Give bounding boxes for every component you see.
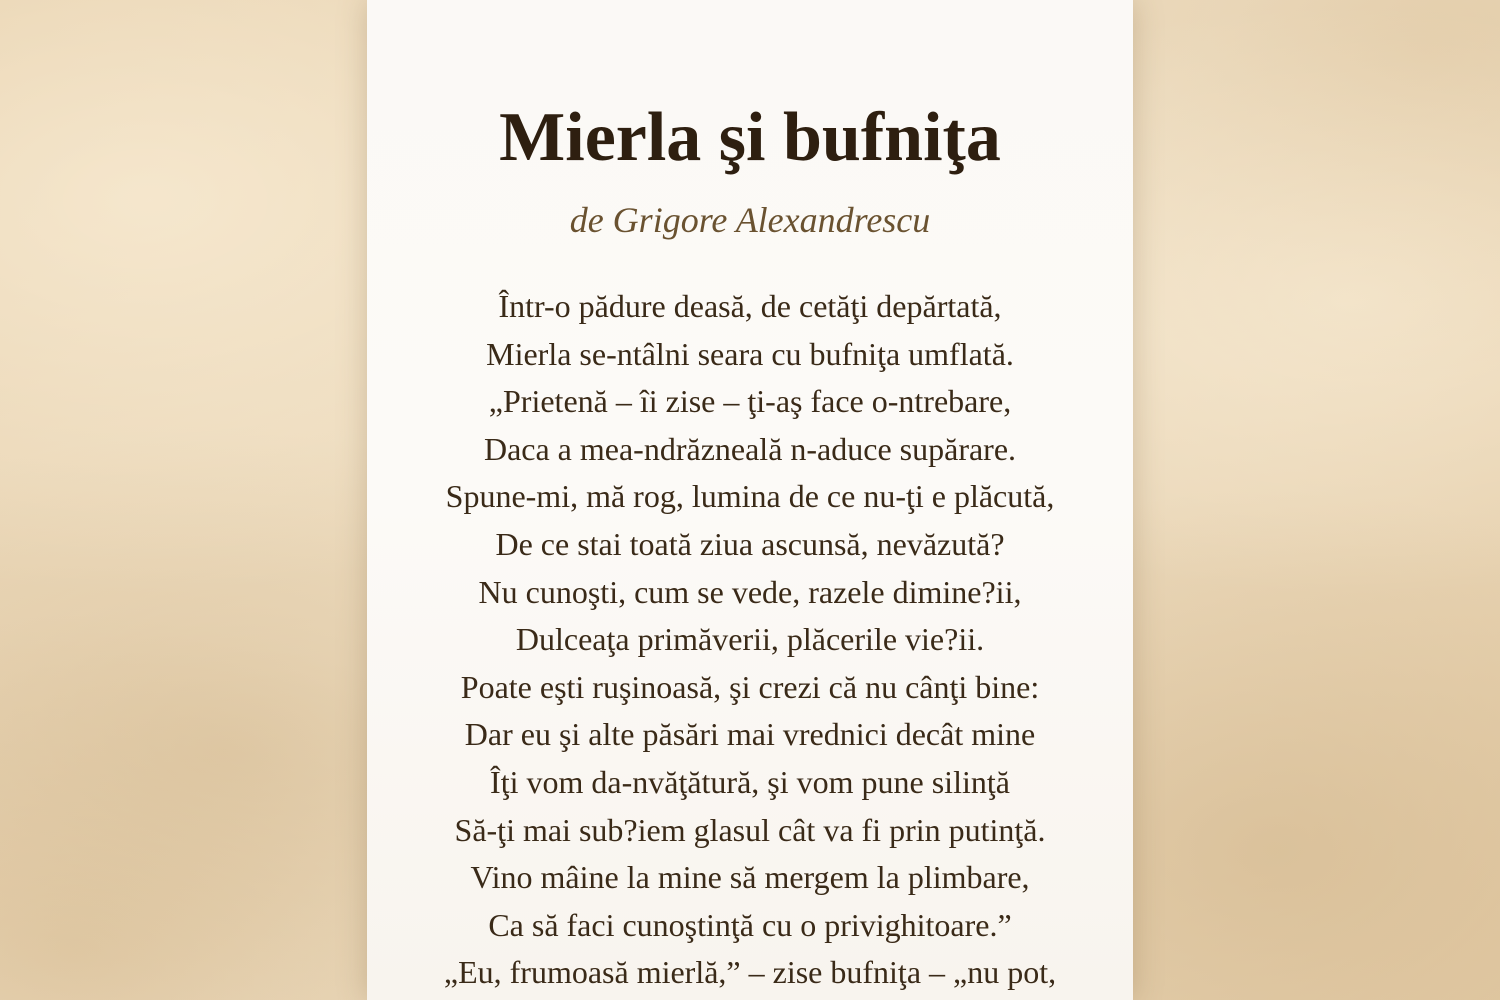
poem-page <box>367 0 1133 1000</box>
poem-line: Într-o pădure deasă, de cetăţi depărtată, <box>498 288 1002 324</box>
poem-body <box>367 283 1133 997</box>
poem-line: „Eu, frumoasă mierlă,” – zise bufniţa – „nu pot, <box>443 954 1057 991</box>
poem-line: „Prietenă – îi zise – ţi-aş face o-ntrebare, <box>488 383 1012 420</box>
poem-line: Spune-mi, mă rog, lumina de ce nu-ţi e plăcută, <box>445 478 1055 515</box>
poem-line: Nu cunoşti, cum se vede, razele dimine?ii, <box>478 573 1022 610</box>
poem-line: Să-ţi mai sub?iem glasul cât va fi prin putinţă. <box>454 811 1046 848</box>
poem-author: de Grigore Alexandrescu <box>569 200 931 240</box>
poem-line: Vino mâine la mine să mergem la plimbare, <box>470 859 1030 896</box>
poem-line: Îţi vom da-nvăţătură, şi vom pune silinţă <box>490 763 1010 800</box>
poem-line: Ca să faci cunoştinţă cu o privighitoare.” <box>488 906 1012 943</box>
poem-title: Mierla şi bufniţa <box>499 99 1001 176</box>
poem-line: De ce stai toată ziua ascunsă, nevăzută? <box>495 525 1005 562</box>
poem-line: Mierla se-ntâlni seara cu bufniţa umflată. <box>486 335 1014 372</box>
poem-line: Poate eşti ruşinoasă, şi crezi că nu cânţi bine: <box>460 668 1040 705</box>
poem-line: Dar eu şi alte păsări mai vrednici decât mine <box>464 716 1036 753</box>
poem-line: Dulceaţa primăverii, plăcerile vie?ii. <box>515 621 985 658</box>
poem-line: Daca a mea-ndrăzneală n-aduce supărare. <box>483 430 1017 467</box>
